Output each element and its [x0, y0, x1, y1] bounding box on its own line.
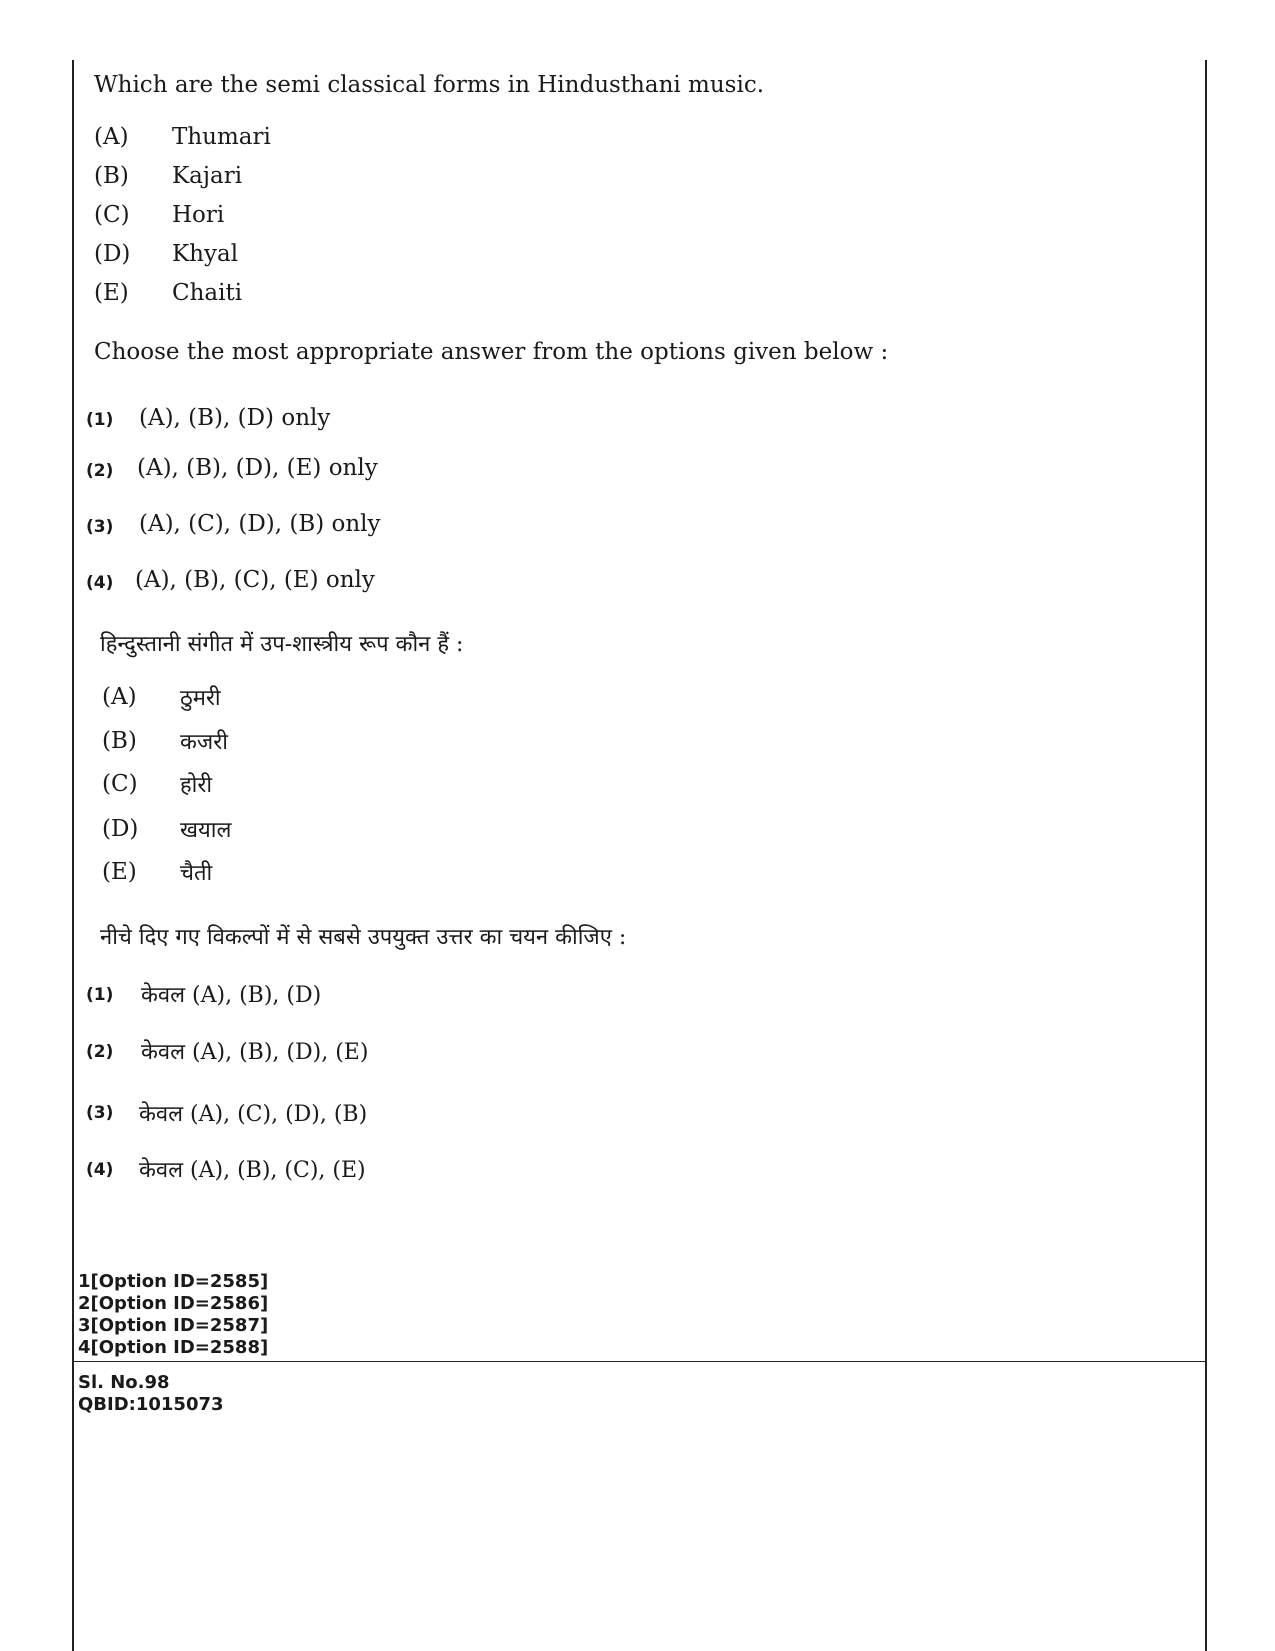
item-label: (B) — [94, 163, 129, 189]
item-label: (A) — [102, 684, 137, 710]
serial-number: Sl. No.98 — [78, 1372, 170, 1393]
left-border — [72, 60, 74, 1651]
item-text: Kajari — [172, 163, 243, 189]
qbid: QBID:1015073 — [78, 1394, 224, 1415]
option-text: (A), (B), (D) only — [139, 405, 331, 431]
item-text: Chaiti — [172, 280, 243, 306]
option-number: (2) — [86, 1042, 114, 1062]
item-label: (B) — [102, 728, 137, 754]
question-english: Which are the semi classical forms in Hindusthani music. — [94, 72, 765, 98]
option-id-line: 4[Option ID=2588] — [78, 1337, 269, 1358]
option-number: (3) — [86, 517, 114, 537]
option-number: (1) — [86, 985, 114, 1005]
option-id-line: 3[Option ID=2587] — [78, 1315, 269, 1336]
option-text: (A), (B), (D), (E) only — [137, 455, 378, 481]
item-label: (D) — [102, 816, 139, 842]
item-text: Thumari — [172, 124, 271, 150]
option-number: (2) — [86, 461, 114, 481]
option-text: केवल (A), (B), (D) — [141, 983, 322, 1008]
instruction-hindi: नीचे दिए गए विकल्पों में से सबसे उपयुक्त उत्तर का चयन कीजिए : — [100, 925, 627, 950]
item-label: (D) — [94, 241, 131, 267]
option-id-line: 1[Option ID=2585] — [78, 1271, 269, 1292]
question-hindi: हिन्दुस्तानी संगीत में उप-शास्त्रीय रूप कौन हैं : — [100, 632, 464, 657]
right-border — [1205, 60, 1207, 1651]
item-label: (C) — [102, 771, 138, 797]
item-text: कजरी — [180, 730, 228, 755]
item-text: खयाल — [180, 818, 232, 843]
item-text: Khyal — [172, 241, 239, 267]
instruction-english: Choose the most appropriate answer from the options given below : — [94, 339, 889, 365]
item-label: (C) — [94, 202, 130, 228]
option-number: (1) — [86, 410, 114, 430]
option-id-line: 2[Option ID=2586] — [78, 1293, 269, 1314]
section-divider — [72, 1361, 1207, 1362]
option-text: केवल (A), (B), (C), (E) — [139, 1158, 366, 1183]
option-number: (4) — [86, 1160, 114, 1180]
item-text: Hori — [172, 202, 225, 228]
item-label: (E) — [102, 859, 137, 885]
option-text: केवल (A), (C), (D), (B) — [139, 1102, 368, 1127]
item-text: चैती — [180, 861, 213, 886]
option-text: (A), (C), (D), (B) only — [139, 511, 381, 537]
item-label: (A) — [94, 124, 129, 150]
option-number: (3) — [86, 1103, 114, 1123]
item-text: ठुमरी — [180, 686, 221, 711]
option-text: केवल (A), (B), (D), (E) — [141, 1040, 369, 1065]
option-text: (A), (B), (C), (E) only — [135, 567, 375, 593]
item-text: होरी — [180, 773, 213, 798]
item-label: (E) — [94, 280, 129, 306]
option-number: (4) — [86, 573, 114, 593]
